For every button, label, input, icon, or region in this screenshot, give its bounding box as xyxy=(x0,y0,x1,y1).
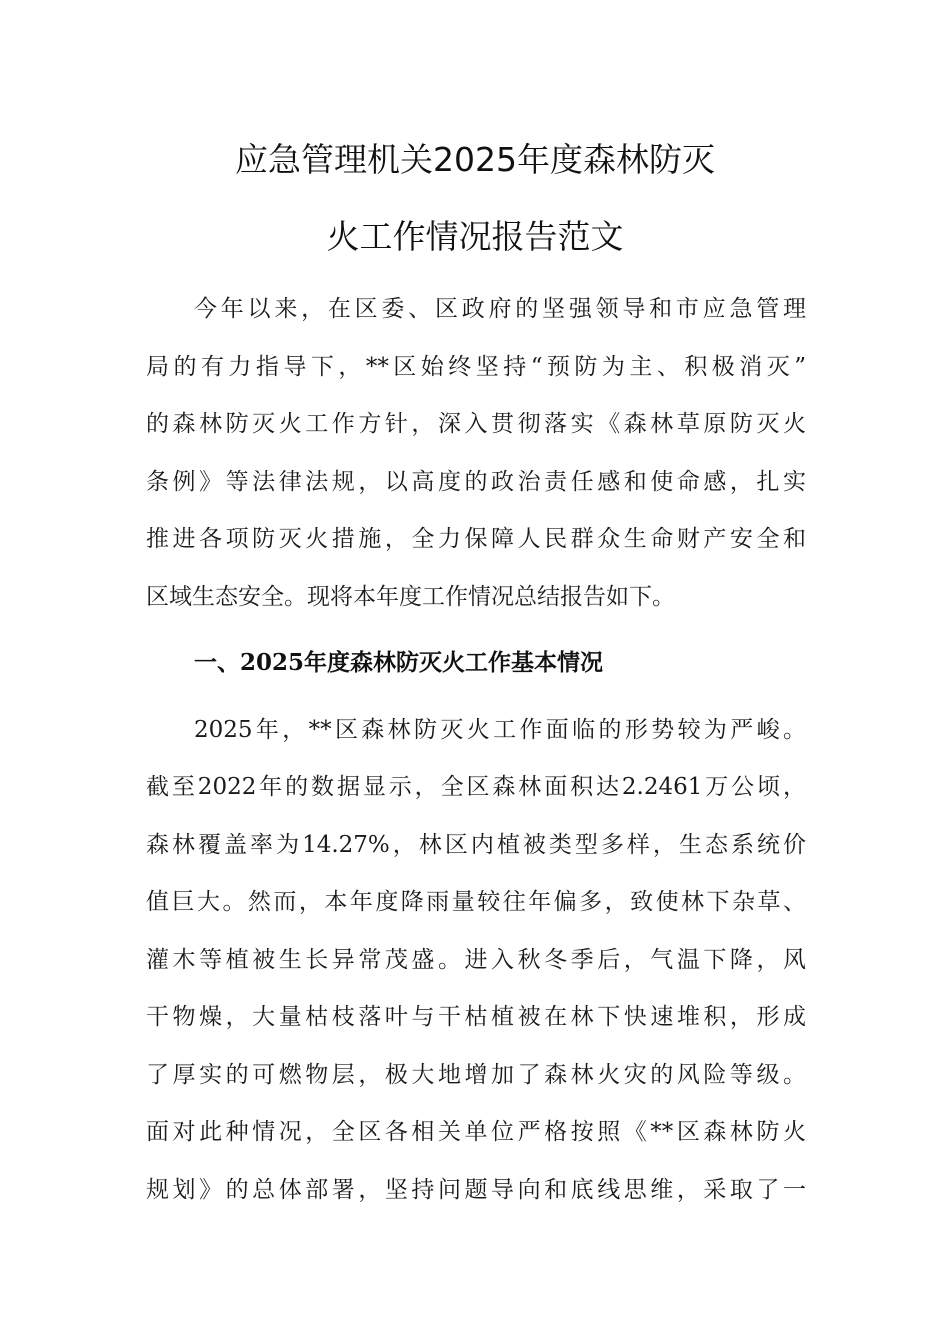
section-paragraph-line: 值巨大。然而，本年度降雨量较往年偏多，致使林下杂草、 xyxy=(146,889,806,915)
intro-paragraph-line: 今年以来，在区委、区政府的坚强领导和市应急管理 xyxy=(194,296,806,322)
title-line-2: 火工作情况报告范文 xyxy=(326,217,624,256)
section-paragraph-line: 灌木等植被生长异常茂盛。进入秋冬季后，气温下降，风 xyxy=(146,947,806,973)
section-paragraph-line: 森林覆盖率为14.27%，林区内植被类型多样，生态系统价 xyxy=(146,832,806,858)
section-paragraph-line: 2025年，**区森林防灭火工作面临的形势较为严峻。 xyxy=(194,717,806,743)
section-paragraph-line: 干物燥，大量枯枝落叶与干枯植被在林下快速堆积，形成 xyxy=(146,1004,806,1030)
title-line-1: 应急管理机关2025年度森林防灭 xyxy=(235,140,715,179)
section-paragraph-line: 截至2022年的数据显示，全区森林面积达2.2461万公顷， xyxy=(146,774,806,800)
intro-paragraph-line: 的森林防灭火工作方针，深入贯彻落实《森林草原防灭火 xyxy=(146,411,806,437)
intro-paragraph-line: 条例》等法律法规，以高度的政治责任感和使命感，扎实 xyxy=(146,469,806,495)
intro-paragraph-line: 推进各项防灭火措施，全力保障人民群众生命财产安全和 xyxy=(146,526,806,552)
section-paragraph-line: 了厚实的可燃物层，极大地增加了森林火灾的风险等级。 xyxy=(146,1062,806,1088)
intro-paragraph-line: 局的有力指导下，**区始终坚持“预防为主、积极消灭” xyxy=(146,354,806,380)
section-paragraph-line: 面对此种情况，全区各相关单位严格按照《**区森林防火 xyxy=(146,1119,806,1145)
intro-paragraph-line: 区域生态安全。现将本年度工作情况总结报告如下。 xyxy=(146,584,675,610)
section-paragraph-line: 规划》的总体部署，坚持问题导向和底线思维，采取了一 xyxy=(146,1177,806,1203)
section-heading: 一、2025年度森林防灭火工作基本情况 xyxy=(194,649,604,676)
